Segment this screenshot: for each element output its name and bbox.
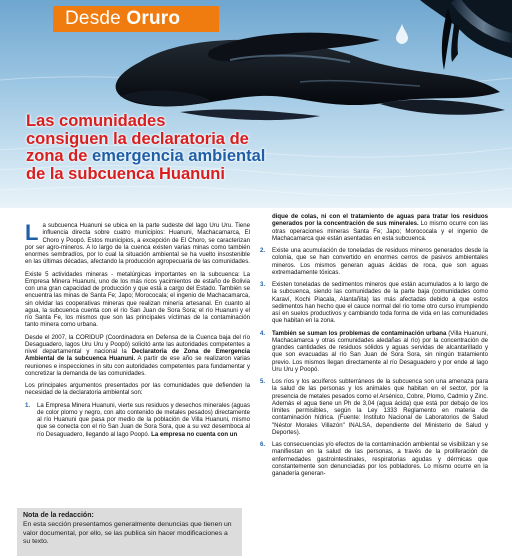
argument-item-2	[260, 247, 488, 276]
paragraph-coridup	[25, 334, 250, 378]
item-text: (Villa Huanuni, Machacamarca y otras comunidades aledañas al río) por la concentración de grandes cantidades de residuos sólidos y aguas servidas de alcantarillado y que son evacuadas al río San Juan de Sora Sora, sin ningún tratamiento previo. Los mismos llegan directamente al río Desaguadero y por ende al lago Uru Uru y Poopó.	[272, 329, 488, 373]
headline-line-3a: zona de	[26, 147, 93, 165]
continued-text: Lo mismo ocurre con las otras operaciones mineras Santa Fe; Japo; Morococala y el ingenio de Machacamarca que están asentadas en esta subcuenca.	[272, 220, 488, 242]
editor-note-text: En esta sección presentamos generalmente denuncias que tienen un valor documental, por ello, se las publica sin hacer modificaciones a su texto.	[23, 521, 232, 545]
article-headline	[26, 113, 366, 183]
paragraph-arguments-intro: Los principales argumentos presentados por las comunidades que defienden la necesidad de la declaratoria ambiental son:	[25, 382, 250, 397]
water-drop-icon	[396, 24, 408, 44]
item-text: Existen toneladas de sedimentos mineros que están acumulados a lo largo de la subcuenca, siendo las comunidades de la parte baja (comunidades como Karaví, Kochi Piacala, Alantañita) las más afectadas debido a que estos sedimentos han hecho que el cauce normal del río tome otro curso irrumpiendo así en suelos productivos y cambiando toda forma de vida en las comunidades que habitan en la zona.	[272, 281, 488, 325]
paragraph-mining-activities: Existe 5 actividades mineras - metalúrgicas importantes en la subcuenca: La Empresa Minera Huanuni, uno de los más ricos yacimientos de estaño de Bolivia con una gran capacidad de producción y que está a cargo del Estado. También se encuentra las minas de Santa Fe; Japo; Morococala; el ingenio de Machacamarca, sin olvidar las cooperativas mineras que realizan minería artesanal. En cuanto al agua, la subcuenca cuenta con el río San Juan de Sora Sora; el río Huanuni y el río Santa Fe, los mismos que son las principales víctimas de la contaminación tanto minera como urbana.	[25, 270, 250, 329]
argument-item-1	[25, 402, 250, 438]
item-text: Las consecuencias y/o efectos de la contaminación ambiental se visibilizan y se manifiestan en la salud de las personas, a través de la proliferación de enfermedades gastrointestinales, respiratorias agudas y dérmicas que constantemente son denunciadas por los pobladores. Lo mismo ocurre en la ganadería generan-	[272, 441, 488, 477]
item-number: 6.	[260, 441, 266, 448]
headline-line-4: de la subcuenca Huanuni	[26, 164, 225, 183]
headline-line-3b: emergencia ambiental	[92, 147, 266, 165]
item-text: Los ríos y los acuíferos subterráneos de la subcuenca son una amenaza para la salud de las personas y los animales que habitan en el sector, por la presencia de metales pesados como el Arsénico, Cobre, Plomo, Cadmio y Zinc. Además el agua tiene un Ph de 3,04 (agua ácida) que está por debajo de los límites permisibles, según la Ley 1333 Reglamento en materia de contaminación hídrica. (Fuente: Instituto Nacional de Laboratorios de Salud "Néstor Morales Villazón" INALSA, dependiente del Ministerio de Salud y Deportes).	[272, 378, 488, 436]
item-number: 4.	[260, 329, 266, 337]
section-banner	[53, 6, 219, 32]
argument-item-6	[260, 441, 488, 477]
editor-note-box	[17, 508, 242, 556]
hero-illustration	[0, 0, 512, 208]
section-prefix: Desde	[65, 8, 127, 29]
p3-text-a: Desde el 2007, la CORIDUP (Coordinadora en Defensa de la Cuenca baja del río Desaguadero, lagos Uru Uru y Poopó) solicitó ante las autoridades competentes a nivel departamental y nacional la	[25, 333, 250, 355]
section-name: Oruro	[126, 8, 181, 29]
paragraph-intro	[25, 222, 250, 266]
item-number: 1.	[25, 401, 31, 409]
item-text: La Empresa Minera Huanuni, vierte sus residuos y desechos minerales (aguas de color plomo y negro, con alto contenido de metales pesados) directamente al río Huanuni que pasa por medio de la población de Villa Huanuni, mismo que se conecta con el río San Juan de Sora Sora, que a su vez desemboca al río Desaguadero, llegando al lago Poopó.	[37, 401, 250, 438]
p3-highlight: Declaratoria de Zona de Emergencia Ambiental de la subcuenca Huanuni.	[25, 348, 250, 363]
headline-line-1: Las comunidades	[26, 112, 166, 130]
item-text: Existe una acumulación de toneladas de residuos mineros generados desde la colonia, que se han convertido en enormes cerros de pasivos ambientales mineros. Los mismos generan aguas ácidas de roca, que son aguas extremadamente tóxicas.	[272, 247, 488, 276]
argument-item-1-continued	[260, 213, 488, 242]
argument-item-4	[260, 330, 488, 374]
headline-line-2: consiguen la declaratoria de	[26, 129, 249, 148]
argument-item-3	[260, 281, 488, 325]
item-number: 2.	[260, 247, 266, 254]
headline-line-3	[26, 148, 366, 166]
argument-item-5	[260, 378, 488, 436]
drop-cap: L	[25, 220, 39, 245]
item-number: 3.	[260, 281, 266, 288]
right-column	[260, 213, 488, 482]
editor-note-title: Nota de la redacción:	[23, 512, 94, 519]
item-number: 5.	[260, 378, 266, 385]
p3-text-c: A partir de ese año se realizaron varias reuniones e inspecciones in situ con autoridades competentes para fundamentar y concretizar la demanda de las comunidades.	[25, 355, 250, 377]
paragraph-intro-text: a subcuenca Huanuni se ubica en la parte sudeste del lago Uru Uru. Tiene influencia directa sobre cuatro municipios: Huanuni, Machacamarca, El Choro y Poopó. Estos municipios, a excepción de El Choro, se caracterizan por ser agro-mineros. A lo largo de la cuenca existen varias minas como también enormes sembradíos, por lo cual la situación ambiental se ha vuelto insostenible en las últimas décadas, afectando la producción agropecuaria de las comunidades.	[25, 222, 250, 266]
item-text-bold: La empresa no cuenta con un	[151, 430, 238, 438]
item-text-bold: También se suman los problemas de contaminación urbana	[272, 329, 447, 337]
continued-bold: dique de colas, ni con el tratamiento de aguas para tratar los residuos generados por la concentración de sus minerales.	[272, 213, 488, 228]
left-column	[25, 222, 250, 443]
